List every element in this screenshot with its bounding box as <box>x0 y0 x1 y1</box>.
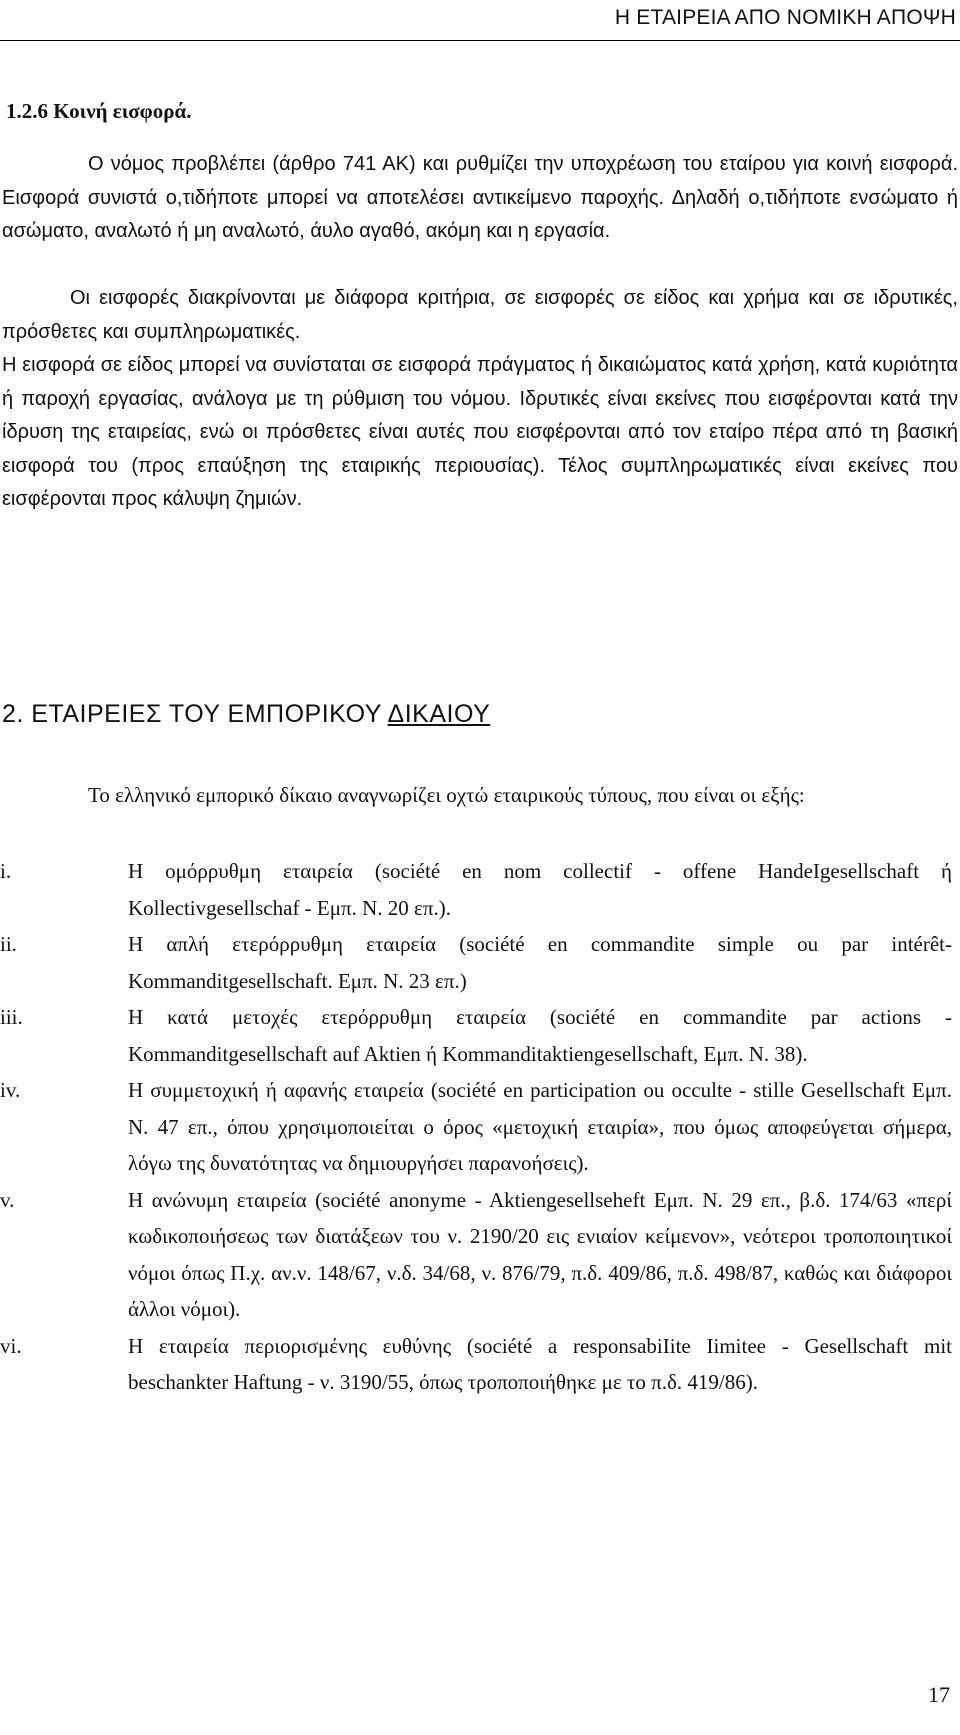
paragraph-1: Ο νόμος προβλέπει (άρθρο 741 ΑΚ) και ρυθμίζει την υποχρέωση του εταίρου για κοινή εισφορά. Εισφορά συνιστά ο,τιδήποτε μπορεί να αποτελέσει αντικείμενο παροχής. Δηλαδή ο,τιδήποτε ενσώματο ή ασώματο, αναλωτό ή μη αναλωτό, άυλο αγαθό, ακόμη και η εργασία. <box>2 153 958 242</box>
chapter-heading <box>2 700 960 729</box>
list-item-text: Η συμμετοχική ή αφανής εταιρεία (société en participation ou occulte - stille Gesellschaft Εμπ. Ν. 47 επ., όπου χρησιμοποιείται ο όρος «μετοχική εταιρία», που όμως αποφεύγεται σήμερα, λόγω της δυνατότητας να δημιουργήσει παρανοήσεις). <box>128 1078 952 1175</box>
running-header: Η ΕΤΑΙΡΕΙΑ ΑΠΟ ΝΟΜΙΚΗ ΑΠΟΨΗ <box>614 6 956 29</box>
list-item-text: Η εταιρεία περιορισμένης ευθύνης (société a responsabiIite Iimitee - Gesellschaft mit beschankter Haftung - ν. 3190/55, όπως τροποποιήθηκε με το π.δ. 419/86). <box>128 1333 952 1394</box>
company-types-list <box>0 853 960 1401</box>
chapter-intro: Το ελληνικό εμπορικό δίκαιο αναγνωρίζει οχτώ εταιρικούς τύπους, που είναι οι εξής: <box>88 783 805 807</box>
chapter-title: ΕΤΑΙΡΕΙΕΣ ΤΟΥ ΕΜΠΟΡΙΚΟΥ <box>31 700 388 728</box>
list-item-text: Η ανώνυμη εταιρεία (société anonyme - Aktiengesellseheft Εμπ. Ν. 29 επ., β.δ. 174/63 «περί κωδικοποιήσεως των διατάξεων του ν. 2190/20 εις ενιαίον κείμενον», νεότεροι τροποποιητικοί νόμοι όπως Π.χ. αν.ν. 148/67, ν.δ. 34/68, ν. 876/79, π.δ. 409/86, π.δ. 498/87, καθώς και διάφοροι άλλοι νόμοι). <box>128 1187 952 1321</box>
list-item-number: ii. <box>0 932 17 956</box>
chapter-title-underlined: ΔΙΚΑΙΟΥ <box>387 700 491 728</box>
list-item-text: Η απλή ετερόρρυθμη εταιρεία (société en commandite simple ou par intérêt-Kommanditgesellschaft. Εμπ. Ν. 23 επ.) <box>128 932 952 993</box>
list-item-text: Η ομόρρυθμη εταιρεία (société en nom collectif - offene HandeIgesellschaft ή Kollectivgesellschaf - Εμπ. Ν. 20 επ.). <box>128 859 952 920</box>
list-item <box>0 999 960 1072</box>
section-title: 1.2.6 Κοινή εισφορά. <box>6 99 192 123</box>
paragraph-2: Οι εισφορές διακρίνονται με διάφορα κριτήρια, σε εισφορές σε είδος και χρήμα και σε ιδρυτικές, πρόσθετες και συμπληρωματικές. <box>2 287 958 343</box>
list-item <box>0 1072 960 1182</box>
list-item-number: i. <box>0 859 12 883</box>
list-item <box>0 853 960 926</box>
list-item <box>0 926 960 999</box>
list-item-number: iv. <box>0 1078 21 1102</box>
list-item-number: iii. <box>0 1005 23 1029</box>
chapter-number: 2. <box>2 700 32 728</box>
list-item-number: v. <box>0 1187 15 1212</box>
header-rule <box>0 40 960 41</box>
list-item <box>0 1328 960 1401</box>
list-item-text: Η κατά μετοχές ετερόρρυθμη εταιρεία (société en commandite par actions - Kommanditgesellschaft auf Aktien ή Kommanditaktiengesellschaft, Εμπ. Ν. 38). <box>128 1005 952 1066</box>
paragraph-3: Η εισφορά σε είδος μπορεί να συνίσταται σε εισφορά πράγματος ή δικαιώματος κατά χρήση, κατά κυριότητα ή παροχή εργασίας, ανάλογα με τη ρύθμιση του νόμου. Ιδρυτικές είναι εκείνες που εισφέρονται κατά την ίδρυση της εταιρείας, ενώ οι πρόσθετες είναι αυτές που εισφέρονται από τον εταίρο πέρα από τη βασική εισφορά του (προς επαύξηση της εταιρικής περιουσίας). Τέλος συμπληρωματικές είναι εκείνες που εισφέρονται προς κάλυψη ζημιών. <box>2 354 958 510</box>
list-item <box>0 1182 960 1328</box>
page-number: 17 <box>928 1682 950 1707</box>
list-item-number: vi. <box>0 1333 22 1358</box>
